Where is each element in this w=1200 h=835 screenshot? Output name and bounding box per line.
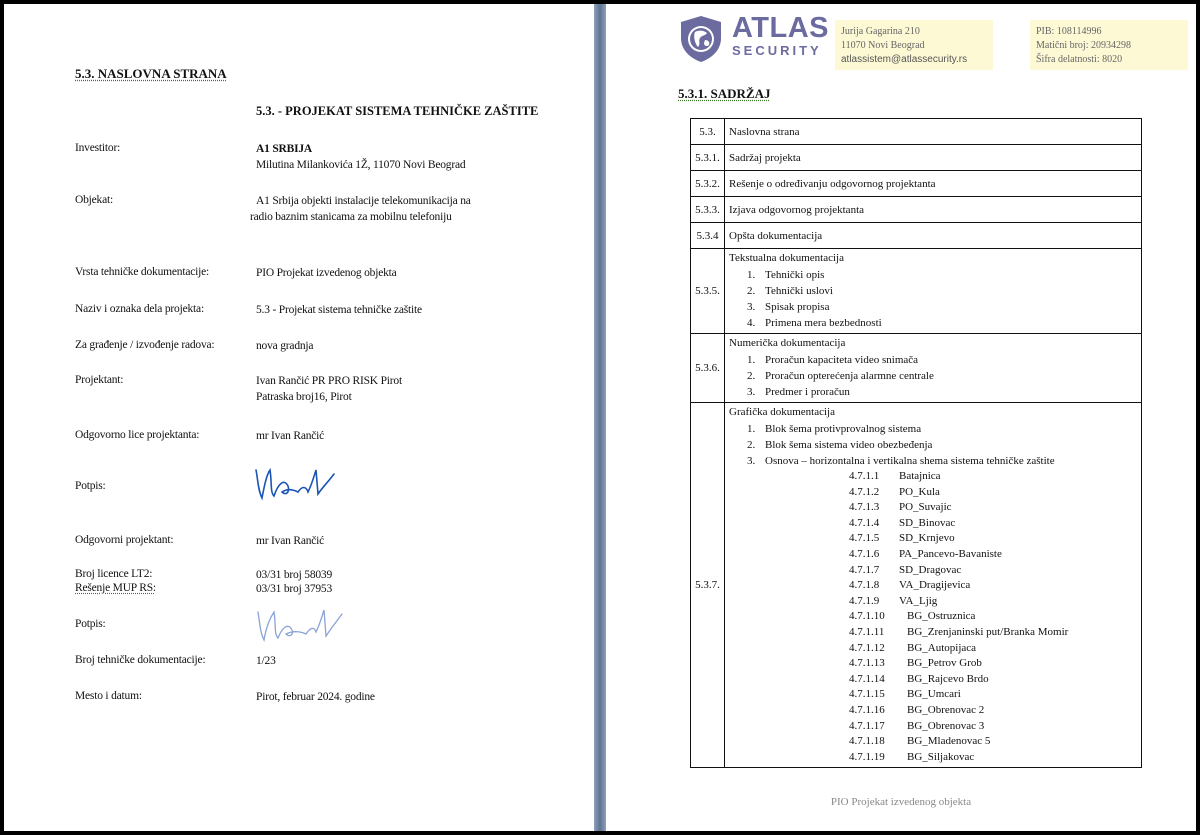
- site-list-item: [729, 625, 1137, 641]
- site-list-item: [729, 547, 1137, 563]
- responsible-designer-label: Odgovorni projektant:: [75, 534, 174, 546]
- toc-group-numerical: [691, 334, 1142, 403]
- site-name: PA_Pancevo-Bavaniste: [899, 547, 1002, 560]
- list-item-text: Blok šema protivprovalnog sistema: [765, 423, 922, 435]
- toc-sub-list: [729, 421, 1137, 469]
- list-item: 3. Spisak propisa: [747, 301, 830, 313]
- list-item: 2. Blok šema sistema video obezbeđenja: [747, 439, 933, 451]
- pib-number: PIB: 108114996: [1036, 26, 1102, 37]
- investor-name: A1 SRBIJA: [256, 143, 313, 155]
- site-list-item: [729, 734, 1137, 750]
- site-name: SD_Dragovac: [899, 563, 962, 576]
- part-name-label: Naziv i oznaka dela projekta:: [75, 303, 204, 315]
- atlas-shield-icon: [678, 14, 724, 64]
- doc-number-label: Broj tehničke dokumentacije:: [75, 654, 206, 666]
- address-city: 11070 Novi Beograd: [841, 40, 925, 51]
- site-name: BG_Autopijaca: [907, 641, 977, 654]
- toc-group-body: [725, 403, 1142, 768]
- site-name: VA_Ljig: [899, 594, 938, 607]
- section-title: 5.3. NASLOVNA STRANA: [75, 66, 227, 81]
- responsible-designer-value: mr Ivan Rančić: [256, 535, 325, 547]
- signature-label-1: Potpis:: [75, 480, 106, 492]
- construction-value: nova gradnja: [256, 340, 314, 352]
- toc-row-num: 5.3.: [691, 119, 725, 145]
- toc-group-heading: Grafička dokumentacija: [729, 406, 835, 418]
- site-list-item: [729, 641, 1137, 657]
- object-line-1: A1 Srbija objekti instalacije telekomunikacija na: [256, 195, 471, 207]
- investor-address: Milutina Milankovića 1Ž, 11070 Novi Beograd: [256, 159, 466, 171]
- site-code: 4.7.1.1: [849, 470, 880, 482]
- toc-sub-list: [729, 267, 1137, 331]
- site-name: BG_Ostruznica: [907, 610, 976, 623]
- toc-group-num: 5.3.6.: [691, 334, 725, 403]
- activity-code: Šifra delatnosti: 8020: [1036, 54, 1123, 65]
- place-date-label: Mesto i datum:: [75, 690, 142, 702]
- list-item: 4. Primena mera bezbednosti: [747, 317, 882, 329]
- site-code: 4.7.1.14: [849, 672, 885, 685]
- site-list-item: [729, 469, 1137, 485]
- object-label: Objekat:: [75, 194, 113, 206]
- company-ids-box: [1030, 20, 1188, 70]
- list-item-text: Tehnički uslovi: [765, 285, 833, 297]
- toc-group-body: [725, 334, 1142, 403]
- site-list-item: [729, 672, 1137, 688]
- list-item: 2. Tehnički uslovi: [747, 285, 833, 297]
- signature-label-2: Potpis:: [75, 618, 106, 630]
- address-box: [835, 20, 993, 70]
- designer-name: Ivan Rančić PR PRO RISK Pirot: [256, 375, 402, 387]
- doc-type-label: Vrsta tehničke dokumentacije:: [75, 266, 210, 278]
- list-item-text: Proračun opterećenja alarmne centrale: [765, 370, 934, 382]
- site-list-item: [729, 485, 1137, 501]
- designer-value: [256, 373, 402, 405]
- investor-value: [256, 141, 465, 173]
- site-name: BG_Siljakovac: [907, 750, 975, 763]
- site-code: 4.7.1.3: [849, 501, 880, 514]
- site-code: 4.7.1.16: [849, 703, 885, 716]
- signature-2-image: [248, 602, 348, 646]
- atlas-logo-text: [732, 14, 829, 58]
- toc-row-text: Rešenje o određivanju odgovornog projektanta: [725, 171, 1142, 197]
- toc-row-text: Izjava odgovornog projektanta: [725, 197, 1142, 223]
- list-item-text: Primena mera bezbednosti: [765, 317, 882, 329]
- list-item-text: Predmer i proračun: [765, 386, 850, 398]
- site-name: BG_Mladenovac 5: [907, 735, 991, 748]
- toc-row-text: Opšta dokumentacija: [725, 223, 1142, 249]
- site-code: 4.7.1.19: [849, 750, 885, 763]
- site-code: 4.7.1.15: [849, 688, 885, 701]
- site-list-item: [729, 750, 1137, 766]
- site-name: BG_Obrenovac 2: [907, 703, 985, 716]
- site-code: 4.7.1.11: [849, 625, 885, 638]
- toc-row: [691, 171, 1142, 197]
- site-name: SD_Krnjevo: [899, 532, 955, 545]
- site-name: BG_Zrenjaninski put/Branka Momir: [907, 625, 1069, 638]
- list-item: 1. Proračun kapaciteta video snimača: [747, 354, 919, 366]
- part-name-value: 5.3 - Projekat sistema tehničke zaštite: [256, 304, 422, 316]
- toc-table: [690, 118, 1142, 768]
- toc-row-num: 5.3.1.: [691, 145, 725, 171]
- site-list-item: [729, 609, 1137, 625]
- list-item: 2. Proračun opterećenja alarmne centrale: [747, 370, 934, 382]
- toc-sub-list: [729, 352, 1137, 400]
- left-page: [4, 4, 594, 831]
- doc-number-value: 1/23: [256, 655, 276, 667]
- site-code: 4.7.1.12: [849, 641, 885, 654]
- site-code: 4.7.1.18: [849, 735, 885, 748]
- toc-row: [691, 145, 1142, 171]
- registration-number: Matični broj: 20934298: [1036, 40, 1131, 51]
- toc-group-num: 5.3.7.: [691, 403, 725, 768]
- responsible-person-value: mr Ivan Rančić: [256, 430, 325, 442]
- logo-name: ATLAS: [732, 12, 830, 44]
- toc-row-num: 5.3.3.: [691, 197, 725, 223]
- site-name: PO_Kula: [899, 485, 940, 498]
- construction-label: Za građenje / izvođenje radova:: [75, 339, 215, 351]
- page-divider: [594, 4, 606, 831]
- site-list-item: [729, 500, 1137, 516]
- toc-group-num: 5.3.5.: [691, 249, 725, 334]
- toc-row-num: 5.3.4: [691, 223, 725, 249]
- mup-label: Rešenje MUP RS:: [75, 582, 156, 594]
- site-list-item: [729, 531, 1137, 547]
- site-name: SD_Binovac: [899, 516, 956, 529]
- site-list-item: [729, 703, 1137, 719]
- site-code: 4.7.1.6: [849, 547, 880, 560]
- toc-group-body: [725, 249, 1142, 334]
- toc-row: [691, 197, 1142, 223]
- toc-group-graphic: [691, 403, 1142, 768]
- site-list-item: [729, 563, 1137, 579]
- site-code: 4.7.1.5: [849, 532, 880, 545]
- toc-row-text: Sadržaj projekta: [725, 145, 1142, 171]
- list-item-text: Spisak propisa: [765, 301, 830, 313]
- site-code: 4.7.1.13: [849, 657, 885, 670]
- list-item-text: Blok šema sistema video obezbeđenja: [765, 439, 933, 451]
- site-code: 4.7.1.7: [849, 563, 880, 576]
- doc-type-value: PIO Projekat izvedenog objekta: [256, 267, 397, 279]
- site-name: PO_Suvajic: [899, 501, 952, 514]
- place-date-value: Pirot, februar 2024. godine: [256, 691, 375, 703]
- investor-label: Investitor:: [75, 142, 121, 154]
- site-list-item: [729, 719, 1137, 735]
- site-name: VA_Dragijevica: [899, 579, 971, 592]
- site-list-item: [729, 578, 1137, 594]
- site-drawing-list: [729, 469, 1137, 765]
- signature-1-image: [248, 462, 343, 504]
- list-item: 3. Osnova – horizontalna i vertikalna shema sistema tehničke zaštite: [747, 455, 1055, 467]
- site-code: 4.7.1.8: [849, 579, 880, 592]
- mup-value: 03/31 broj 37953: [256, 583, 333, 595]
- list-item-text: Tehnički opis: [765, 269, 825, 281]
- right-page: [606, 4, 1196, 831]
- toc-group-heading: Tekstualna dokumentacija: [729, 252, 844, 264]
- site-name: BG_Petrov Grob: [907, 657, 982, 670]
- logo-sub: SECURITY: [732, 43, 822, 58]
- designer-address: Patraska broj16, Pirot: [256, 391, 352, 403]
- address-email: atlassistem@atlassecurity.rs: [841, 54, 968, 65]
- toc-row: [691, 119, 1142, 145]
- list-item-text: Proračun kapaciteta video snimača: [765, 354, 919, 366]
- site-code: 4.7.1.9: [849, 594, 880, 607]
- site-list-item: [729, 594, 1137, 610]
- toc-group-heading: Numerička dokumentacija: [729, 337, 846, 349]
- site-code: 4.7.1.2: [849, 485, 880, 498]
- list-item-text: Osnova – horizontalna i vertikalna shema sistema tehničke zaštite: [765, 455, 1055, 467]
- license-label: Broj licence LT2:: [75, 568, 153, 580]
- object-line-2: radio baznim stanicama za mobilnu telefoniju: [250, 211, 452, 223]
- site-code: 4.7.1.17: [849, 719, 885, 732]
- responsible-person-label: Odgovorno lice projektanta:: [75, 429, 200, 441]
- toc-row-text: Naslovna strana: [725, 119, 1142, 145]
- toc-group-textual: [691, 249, 1142, 334]
- page-footer: PIO Projekat izvedenog objekta: [830, 796, 972, 808]
- site-list-item: [729, 656, 1137, 672]
- list-item: 3. Predmer i proračun: [747, 386, 850, 398]
- site-list-item: [729, 687, 1137, 703]
- site-list-item: [729, 516, 1137, 532]
- designer-label: Projektant:: [75, 374, 124, 386]
- toc-row: [691, 223, 1142, 249]
- site-name: BG_Obrenovac 3: [907, 719, 985, 732]
- site-code: 4.7.1.10: [849, 610, 885, 623]
- list-item: 1. Tehnički opis: [747, 269, 825, 281]
- site-name: Batajnica: [899, 470, 941, 482]
- toc-row-num: 5.3.2.: [691, 171, 725, 197]
- object-value: [250, 193, 471, 225]
- site-code: 4.7.1.4: [849, 516, 880, 529]
- site-name: BG_Umcari: [907, 688, 961, 701]
- address-street: Jurija Gagarina 210: [841, 26, 920, 37]
- toc-title: 5.3.1. SADRŽAJ: [678, 86, 771, 101]
- site-name: BG_Rajcevo Brdo: [907, 672, 989, 685]
- list-item: 1. Blok šema protivprovalnog sistema: [747, 423, 922, 435]
- license-value: 03/31 broj 58039: [256, 569, 333, 581]
- document-title: 5.3. - PROJEKAT SISTEMA TEHNIČKE ZAŠTITE: [256, 104, 539, 118]
